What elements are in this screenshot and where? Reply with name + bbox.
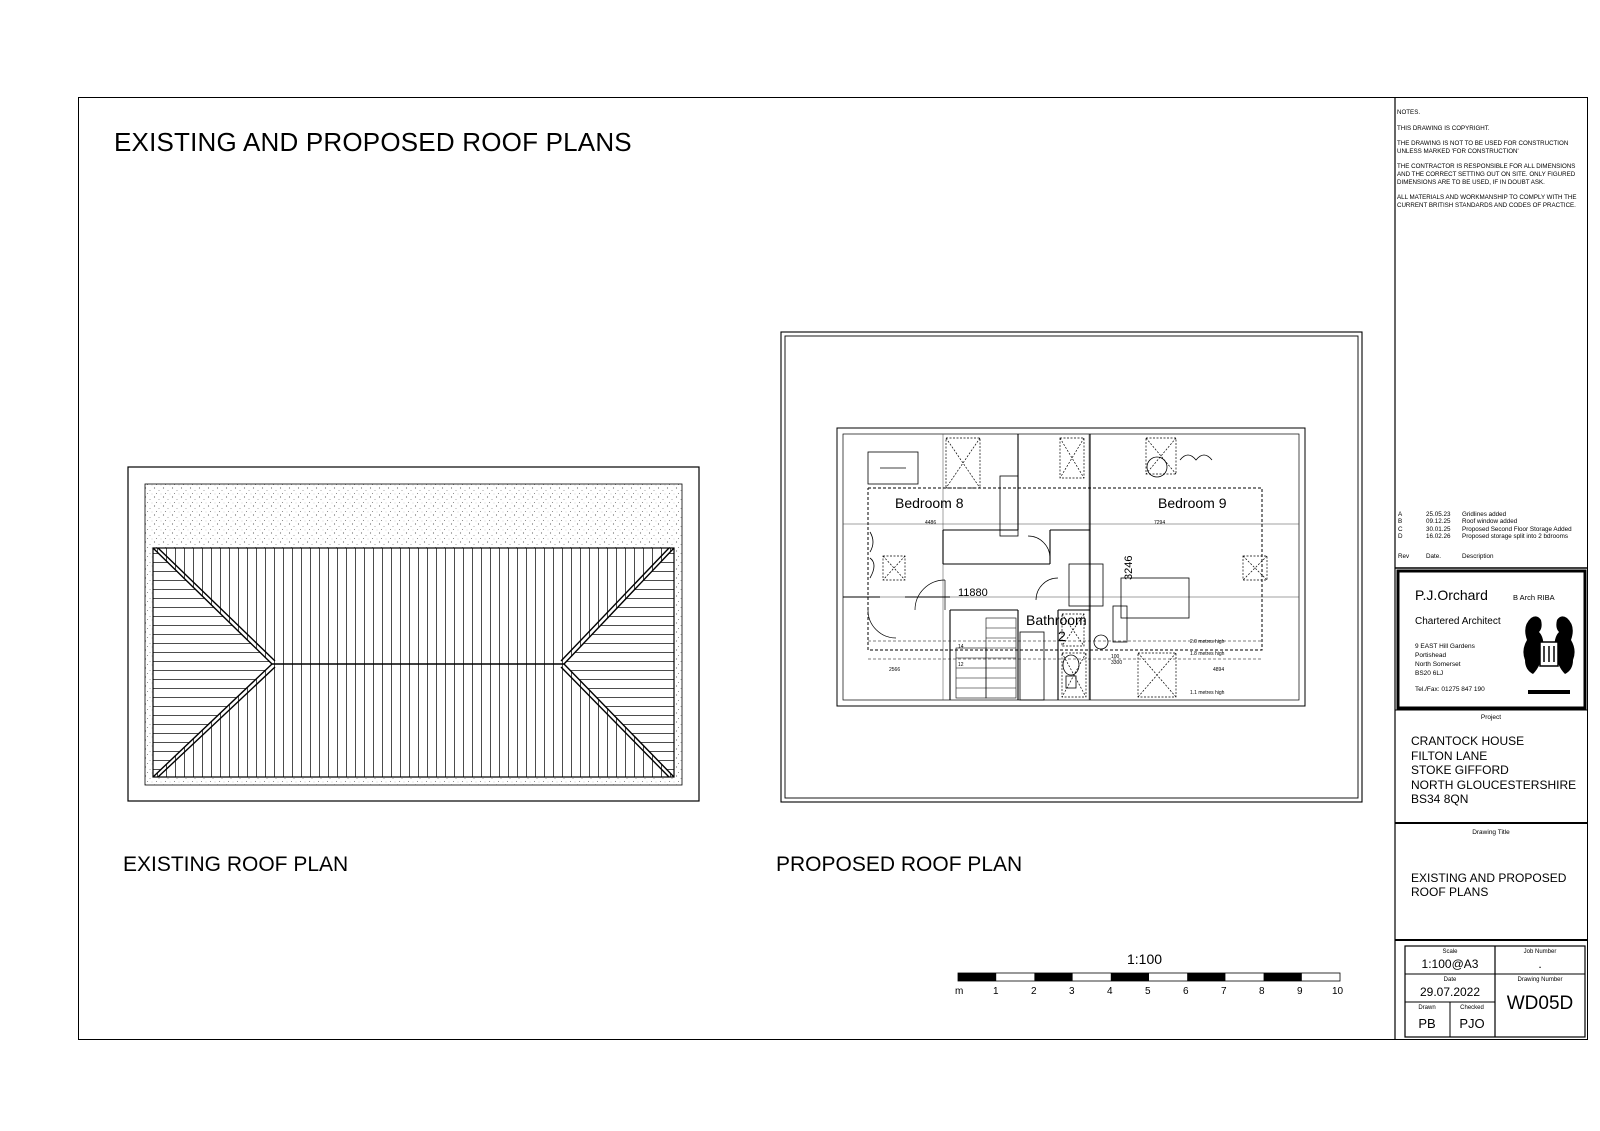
project-label: Project <box>1480 714 1502 721</box>
drawing-title-label: Drawing Title <box>1472 829 1510 836</box>
date-field-label: Date <box>1443 977 1457 983</box>
address-line: Portishead <box>1415 652 1447 659</box>
scale-tick: 1 <box>993 986 999 997</box>
room-label-bedroom-9: Bedroom 9 <box>1158 495 1227 511</box>
drawn-value: PB <box>1418 1016 1436 1031</box>
scale-tick: 10 <box>1332 986 1344 997</box>
architect-role: Chartered Architect <box>1415 616 1501 627</box>
drawing-title: EXISTING AND PROPOSED ROOF PLANS <box>114 127 632 157</box>
scale-tick: 5 <box>1145 986 1151 997</box>
project-line: CRANTOCK HOUSE <box>1411 734 1525 748</box>
note-line: ALL MATERIALS AND WORKMANSHIP TO COMPLY WITH THE CURRENT BRITISH STANDARDS AND CODES OF PRACTICE. <box>1397 194 1577 209</box>
address-line: BS20 6LJ <box>1415 670 1444 677</box>
dimension-label: 3300 <box>1111 660 1123 666</box>
architect-quals: B Arch RIBA <box>1513 593 1555 602</box>
roof-windows <box>883 438 1267 697</box>
address-line: North Somerset <box>1415 661 1461 668</box>
date-field-value: 29.07.2022 <box>1419 985 1481 999</box>
room-label-bedroom-8: Bedroom 8 <box>895 495 964 511</box>
scale-tick: 9 <box>1297 986 1303 997</box>
revision-row: A 25.05.23 Gridlines added <box>1398 511 1507 518</box>
note-line: THE DRAWING IS NOT TO BE USED FOR CONSTRUCTION UNLESS MARKED 'FOR CONSTRUCTION' <box>1397 140 1569 155</box>
revision-headers: Rev Date. Description <box>1398 553 1494 560</box>
scale-tick: 6 <box>1183 986 1189 997</box>
dimension-label: 12 <box>958 662 964 668</box>
room-label-bathroom: Bathroom <box>1026 612 1087 628</box>
note-line: THIS DRAWING IS COPYRIGHT. <box>1397 124 1490 132</box>
checked-label: Checked <box>1460 1005 1484 1011</box>
dimension-label: 14 <box>958 644 964 650</box>
revision-row: D 16.02.26 Proposed storage split into 2 bdrooms <box>1398 533 1569 541</box>
architect-tel: Tel./Fax: 01275 847 190 <box>1415 686 1485 693</box>
scale-tick: 8 <box>1259 986 1265 997</box>
height-note: 1.1 metres high <box>1190 690 1225 696</box>
checked-value: PJO <box>1459 1016 1485 1031</box>
scale-tick: 4 <box>1107 986 1113 997</box>
drawing-number-label: Drawing Number <box>1517 977 1563 983</box>
room-label-bathroom-number: 2 <box>1058 628 1066 644</box>
notes-heading: NOTES. <box>1397 109 1421 116</box>
project-line: BS34 8QN <box>1411 792 1469 806</box>
architect-crest-logo <box>1523 616 1574 694</box>
address-line: 9 EAST Hill Gardens <box>1415 643 1475 650</box>
staircase <box>956 618 1016 698</box>
architect-name: P.J.Orchard <box>1415 587 1488 603</box>
dimension-label: 4486 <box>925 520 937 526</box>
project-line: STOKE GIFFORD <box>1411 763 1509 777</box>
project-line: NORTH GLOUCESTERSHIRE <box>1411 778 1577 792</box>
dimension-label: 4894 <box>1213 667 1225 673</box>
scale-field-label: Scale <box>1442 949 1458 955</box>
scale-unit: m <box>955 986 964 997</box>
proposed-plan-label: PROPOSED ROOF PLAN <box>776 853 1023 876</box>
scale-tick: 3 <box>1069 986 1075 997</box>
job-number-label: Job Number <box>1523 949 1557 955</box>
existing-roof-plan <box>128 467 699 801</box>
floor-plan-outer-wall <box>837 428 1305 706</box>
height-note: 1.8 metres high <box>1190 651 1225 657</box>
scale-tick: 2 <box>1031 986 1037 997</box>
scale-bar-title: 1:100 <box>1127 951 1163 967</box>
drawing-title-line: EXISTING AND PROPOSED <box>1411 871 1567 885</box>
drawn-label: Drawn <box>1418 1005 1436 1011</box>
furniture <box>868 452 1212 700</box>
drawing-number-value: WD05D <box>1506 993 1574 1014</box>
dimension-label: 11880 <box>958 587 988 599</box>
dimension-label: 100 <box>1111 654 1120 660</box>
revision-row: C 30.01.25 Proposed Second Floor Storage Added <box>1398 525 1572 533</box>
project-line: FILTON LANE <box>1411 749 1488 763</box>
scale-bar <box>955 951 1344 997</box>
proposed-roof-plan <box>781 332 1362 802</box>
revision-row: B 09.12.25 Roof window added <box>1398 518 1518 526</box>
dimension-label: 2566 <box>889 667 901 673</box>
dimension-label: 3246 <box>1123 555 1135 580</box>
title-block <box>1395 97 1588 1040</box>
scale-tick: 7 <box>1221 986 1227 997</box>
scale-field-value: 1:100@A3 <box>1421 957 1479 971</box>
proposed-plan-frame-inner <box>785 336 1358 798</box>
job-number-value: . <box>1538 957 1542 971</box>
height-note: 2.0 metres high <box>1190 639 1225 645</box>
internal-walls <box>843 434 1090 700</box>
existing-plan-label: EXISTING ROOF PLAN <box>123 853 349 876</box>
dimension-label: 7294 <box>1154 520 1166 526</box>
note-line: THE CONTRACTOR IS RESPONSIBLE FOR ALL DIMENSIONS AND THE CORRECT SETTING OUT ON SITE. ONLY FIGURED DIMENSIONS ARE TO BE USED, IF IN DOUBT ASK. <box>1397 163 1576 186</box>
drawing-title-line: ROOF PLANS <box>1411 885 1489 899</box>
gridlines <box>843 434 1299 700</box>
